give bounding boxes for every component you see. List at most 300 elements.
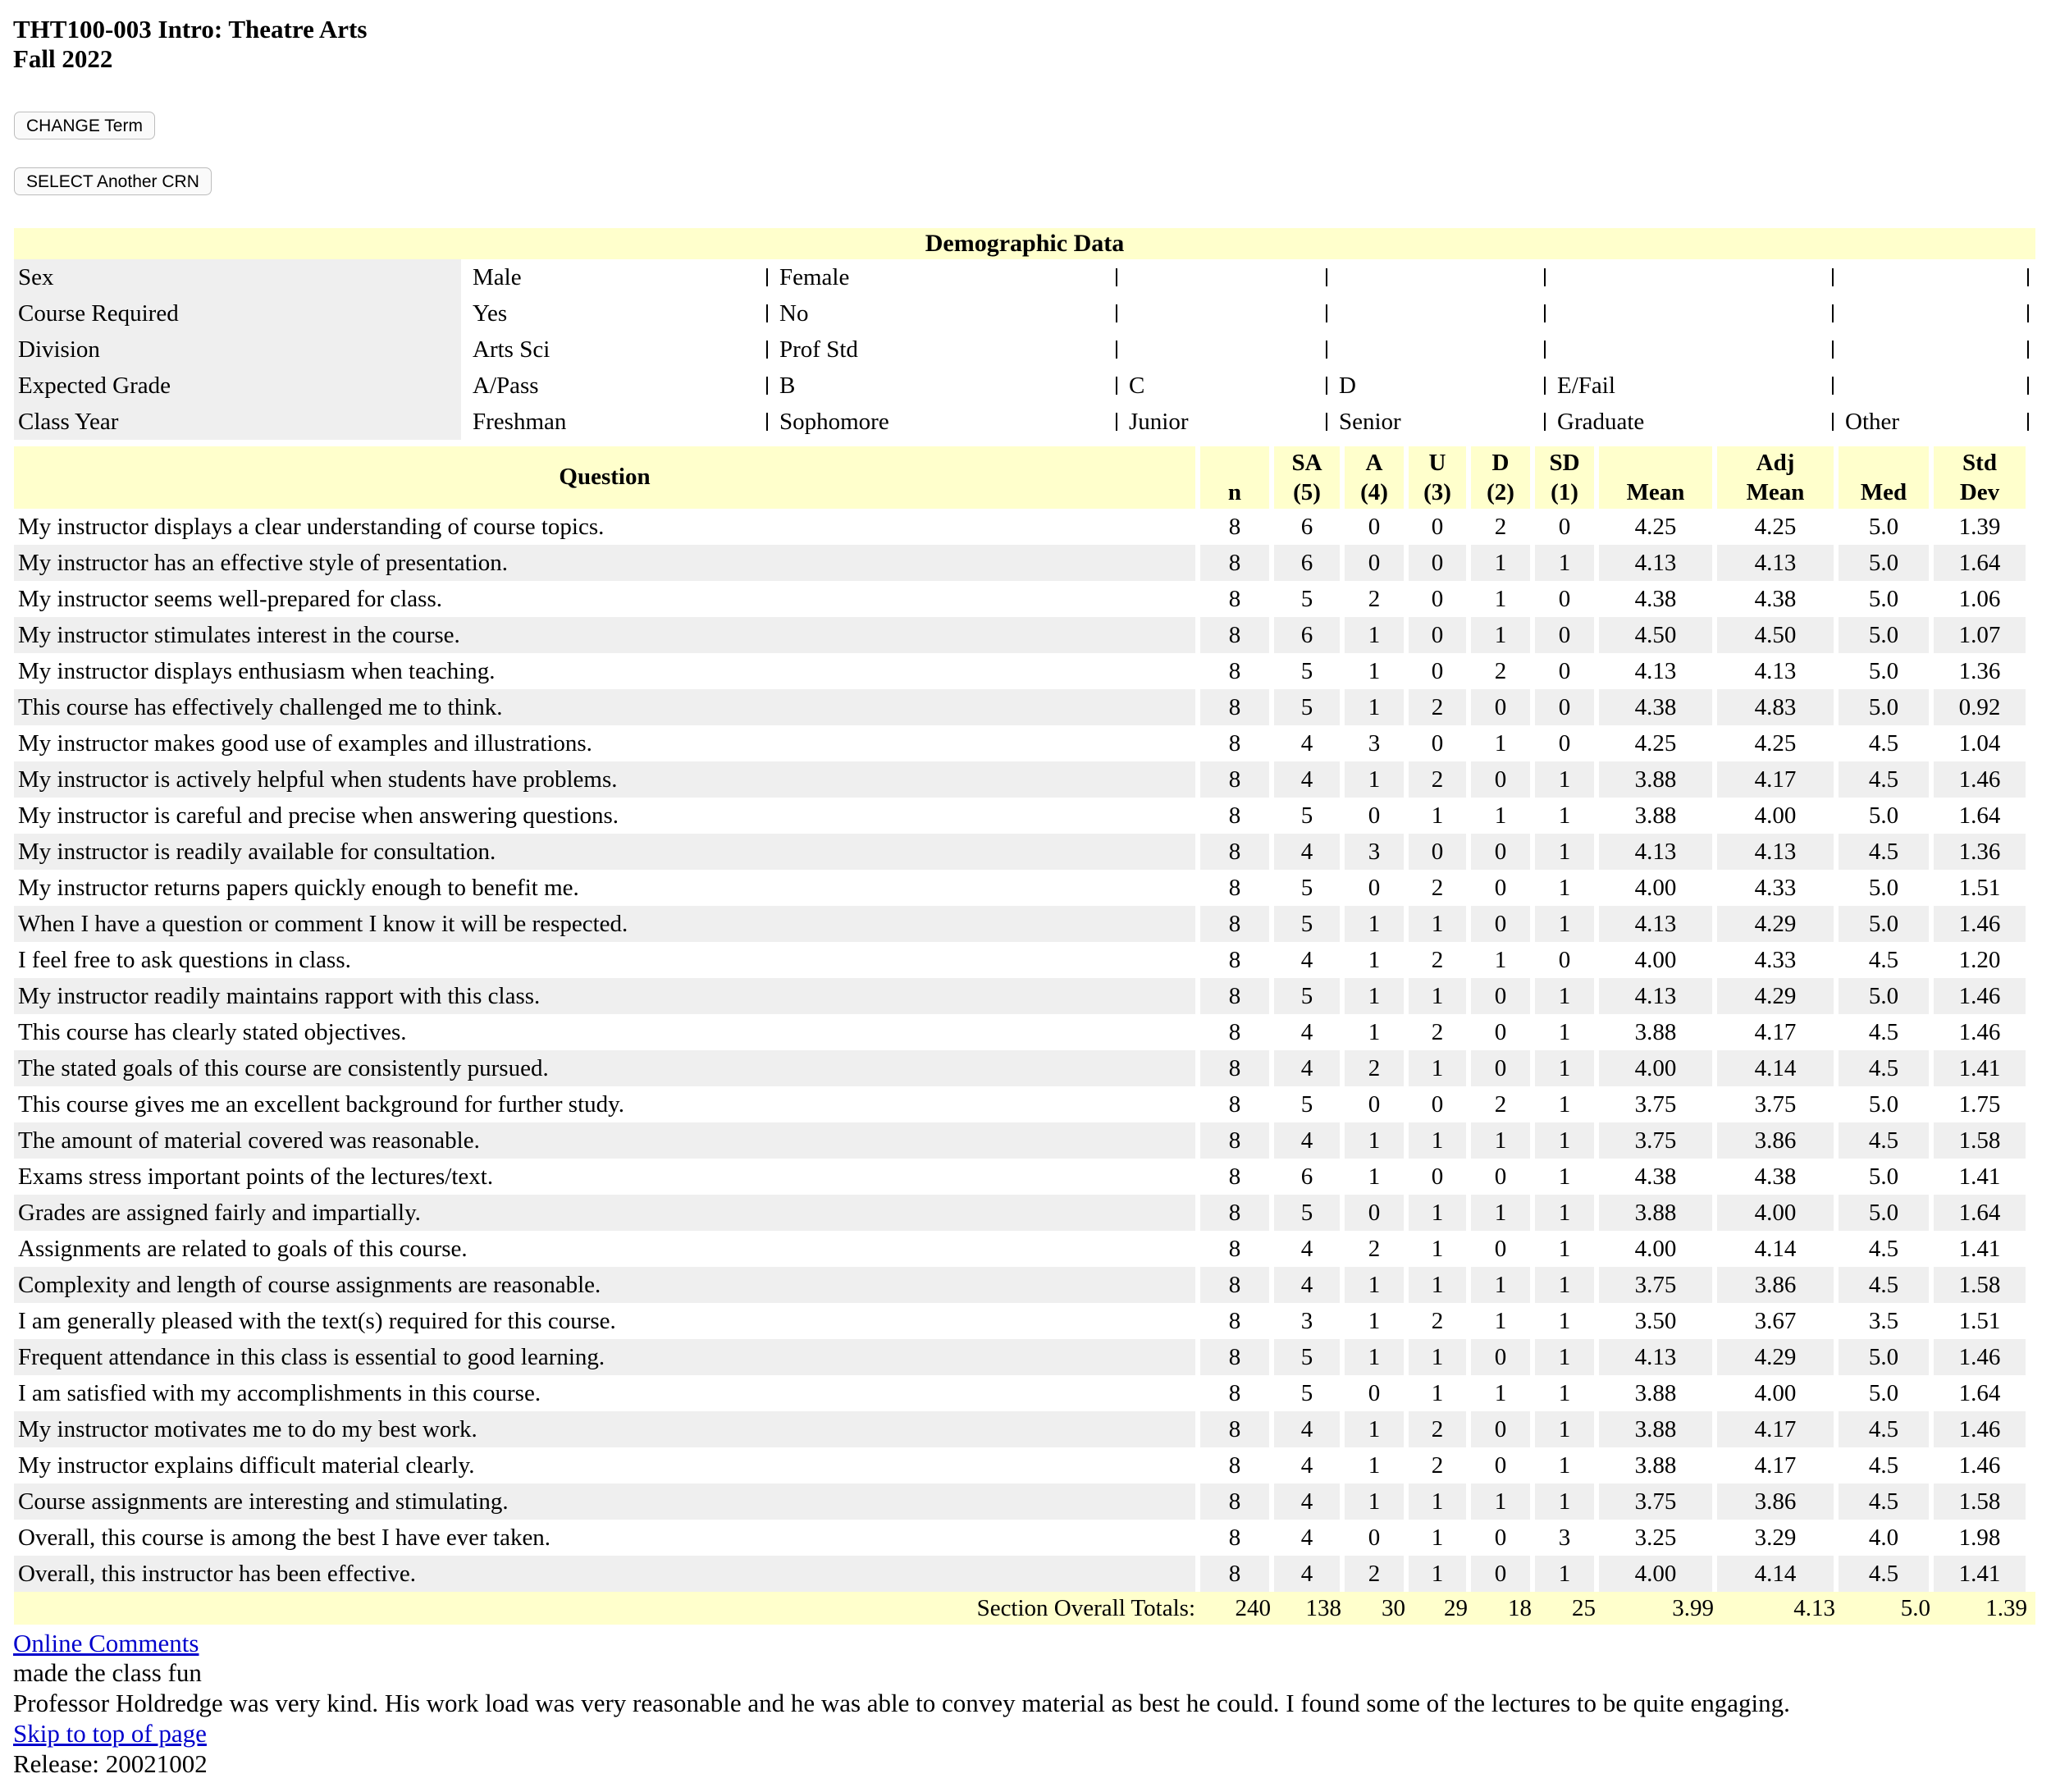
demographic-option: Prof Std bbox=[779, 336, 858, 363]
cell-sa: 4 bbox=[1300, 1452, 1313, 1479]
demographic-row bbox=[14, 368, 2035, 404]
question-table-header bbox=[14, 446, 2035, 509]
header-adj-mean-line: Adj bbox=[1756, 450, 1795, 476]
cell-question: My instructor motivates me to do my best work. bbox=[14, 1411, 1195, 1447]
cell-mean: 4.13 bbox=[1599, 1339, 1712, 1375]
cell-std-dev: 1.41 bbox=[1934, 1556, 2026, 1592]
cell-adj-mean: 4.38 bbox=[1754, 586, 1797, 612]
column-separator bbox=[1544, 413, 1546, 431]
cell-n: 8 bbox=[1228, 1452, 1241, 1479]
demographic-option: Senior bbox=[1339, 409, 1401, 435]
cell-question: My instructor is actively helpful when students have problems. bbox=[14, 761, 1195, 798]
cell-sa: 6 bbox=[1300, 1163, 1313, 1190]
cell-adj-mean: 4.29 bbox=[1717, 906, 1834, 942]
cell-d: 0 bbox=[1494, 1019, 1507, 1045]
term-label: Fall 2022 bbox=[13, 44, 113, 73]
question-row bbox=[14, 1520, 2035, 1556]
cell-mean: 4.38 bbox=[1634, 586, 1677, 612]
cell-d: 0 bbox=[1471, 689, 1530, 725]
demographic-option: Freshman bbox=[473, 409, 567, 435]
cell-d: 1 bbox=[1494, 730, 1507, 757]
demographic-option bbox=[1334, 295, 1552, 331]
cell-n: 8 bbox=[1200, 545, 1269, 581]
cell-u: 1 bbox=[1409, 1195, 1466, 1231]
total-d: 18 bbox=[1508, 1595, 1532, 1621]
cell-n: 8 bbox=[1200, 617, 1269, 653]
cell-a: 1 bbox=[1345, 1122, 1404, 1159]
cell-sd: 1 bbox=[1535, 545, 1594, 581]
cell-sd: 1 bbox=[1535, 1195, 1594, 1231]
header-adj-mean bbox=[1717, 446, 1834, 509]
cell-std-dev: 1.36 bbox=[1934, 834, 2026, 870]
cell-sa: 4 bbox=[1274, 1411, 1340, 1447]
cell-med: 5.0 bbox=[1868, 802, 1899, 829]
cell-sd: 1 bbox=[1535, 1556, 1594, 1592]
cell-med: 4.5 bbox=[1839, 1122, 1929, 1159]
cell-std-dev: 1.58 bbox=[1934, 1483, 2026, 1520]
cell-adj-mean: 4.17 bbox=[1717, 1411, 1834, 1447]
question-row bbox=[14, 1375, 2035, 1411]
skip-to-top-link[interactable]: Skip to top of page bbox=[13, 1719, 207, 1748]
header-d-line: D bbox=[1491, 450, 1510, 476]
header-adj-mean-line: Mean bbox=[1746, 479, 1805, 505]
cell-question: I am satisfied with my accomplishments in this course. bbox=[18, 1380, 541, 1406]
cell-a: 0 bbox=[1368, 875, 1381, 901]
cell-med: 5.0 bbox=[1839, 978, 1929, 1014]
demographic-option: Junior bbox=[1129, 409, 1189, 435]
cell-n: 8 bbox=[1228, 658, 1241, 684]
cell-sa: 4 bbox=[1300, 947, 1313, 973]
question-row bbox=[14, 725, 2035, 761]
column-separator bbox=[766, 304, 768, 322]
cell-mean: 4.13 bbox=[1599, 545, 1712, 581]
cell-question: This course gives me an excellent background for further study. bbox=[18, 1091, 624, 1118]
cell-question: I feel free to ask questions in class. bbox=[18, 947, 351, 973]
cell-a: 1 bbox=[1368, 1163, 1381, 1190]
select-crn-button[interactable]: SELECT Another CRN bbox=[14, 167, 212, 195]
cell-d: 0 bbox=[1494, 1452, 1507, 1479]
cell-a: 2 bbox=[1345, 1556, 1404, 1592]
cell-sa: 5 bbox=[1274, 978, 1340, 1014]
question-row bbox=[14, 1447, 2035, 1483]
question-row bbox=[14, 1231, 2035, 1267]
cell-std-dev: 1.41 bbox=[1958, 1163, 2001, 1190]
cell-adj-mean: 4.14 bbox=[1717, 1050, 1834, 1086]
cell-u: 1 bbox=[1409, 1050, 1466, 1086]
cell-mean: 4.00 bbox=[1634, 875, 1677, 901]
cell-question: Course assignments are interesting and stimulating. bbox=[14, 1483, 1195, 1520]
cell-n: 8 bbox=[1200, 1050, 1269, 1086]
cell-u: 2 bbox=[1431, 875, 1444, 901]
cell-sa: 6 bbox=[1300, 514, 1313, 540]
cell-mean: 3.88 bbox=[1634, 1019, 1677, 1045]
cell-sa: 5 bbox=[1300, 1380, 1313, 1406]
cell-std-dev: 1.07 bbox=[1934, 617, 2026, 653]
cell-question: Assignments are related to goals of this course. bbox=[18, 1236, 468, 1262]
demographic-option bbox=[1124, 331, 1334, 368]
cell-u: 0 bbox=[1409, 545, 1466, 581]
cell-a: 1 bbox=[1345, 978, 1404, 1014]
cell-u: 1 bbox=[1431, 802, 1444, 829]
cell-sa: 4 bbox=[1300, 730, 1313, 757]
demographic-option: Female bbox=[779, 264, 850, 290]
cell-d: 1 bbox=[1494, 1308, 1507, 1334]
cell-med: 5.0 bbox=[1868, 586, 1899, 612]
cell-d: 0 bbox=[1471, 1411, 1530, 1447]
demographic-option: Male bbox=[473, 264, 522, 290]
cell-std-dev: 1.20 bbox=[1958, 947, 2001, 973]
cell-d: 0 bbox=[1471, 1339, 1530, 1375]
column-separator bbox=[2027, 341, 2029, 359]
cell-sa: 4 bbox=[1274, 834, 1340, 870]
cell-sd: 0 bbox=[1535, 689, 1594, 725]
cell-a: 2 bbox=[1345, 1050, 1404, 1086]
cell-n: 8 bbox=[1228, 1525, 1241, 1551]
question-row bbox=[14, 978, 2035, 1014]
cell-sa: 6 bbox=[1274, 545, 1340, 581]
cell-med: 4.5 bbox=[1839, 1267, 1929, 1303]
cell-u: 1 bbox=[1409, 1267, 1466, 1303]
cell-mean: 4.00 bbox=[1599, 1556, 1712, 1592]
cell-a: 1 bbox=[1345, 689, 1404, 725]
cell-a: 1 bbox=[1345, 761, 1404, 798]
demographic-option: Graduate bbox=[1557, 409, 1645, 435]
cell-question: I am generally pleased with the text(s) required for this course. bbox=[18, 1308, 616, 1334]
cell-d: 2 bbox=[1494, 658, 1507, 684]
header-sd-line: (1) bbox=[1551, 479, 1578, 505]
cell-u: 0 bbox=[1431, 658, 1444, 684]
column-separator bbox=[766, 341, 768, 359]
cell-a: 0 bbox=[1345, 1195, 1404, 1231]
cell-sd: 1 bbox=[1558, 1091, 1571, 1118]
cell-a: 1 bbox=[1345, 1267, 1404, 1303]
cell-question: My instructor has an effective style of presentation. bbox=[14, 545, 1195, 581]
cell-std-dev: 1.64 bbox=[1958, 1380, 2001, 1406]
cell-med: 5.0 bbox=[1868, 658, 1899, 684]
cell-question: Frequent attendance in this class is essential to good learning. bbox=[14, 1339, 1195, 1375]
column-separator bbox=[2027, 377, 2029, 395]
cell-a: 0 bbox=[1368, 1091, 1381, 1118]
cell-sd: 1 bbox=[1558, 1163, 1571, 1190]
cell-d: 1 bbox=[1471, 545, 1530, 581]
cell-std-dev: 1.51 bbox=[1958, 1308, 2001, 1334]
header-sd bbox=[1535, 446, 1594, 509]
cell-med: 5.0 bbox=[1839, 1195, 1929, 1231]
cell-adj-mean: 4.13 bbox=[1754, 658, 1797, 684]
question-row bbox=[14, 509, 2035, 545]
cell-adj-mean: 4.25 bbox=[1754, 514, 1797, 540]
column-separator bbox=[766, 413, 768, 431]
cell-n: 8 bbox=[1200, 834, 1269, 870]
cell-sa: 4 bbox=[1274, 1267, 1340, 1303]
demographic-label: Course Required bbox=[14, 295, 461, 331]
question-row bbox=[14, 1050, 2035, 1086]
online-comments-link[interactable]: Online Comments bbox=[13, 1629, 199, 1657]
cell-med: 5.0 bbox=[1868, 1380, 1899, 1406]
column-separator bbox=[1544, 268, 1546, 286]
cell-med: 5.0 bbox=[1868, 1091, 1899, 1118]
total-u: 29 bbox=[1444, 1595, 1468, 1621]
column-separator bbox=[1116, 413, 1117, 431]
cell-question: This course has effectively challenged me to think. bbox=[14, 689, 1195, 725]
cell-std-dev: 1.46 bbox=[1934, 906, 2026, 942]
demographic-label: Sex bbox=[14, 259, 461, 295]
question-row bbox=[14, 870, 2035, 906]
cell-u: 0 bbox=[1409, 617, 1466, 653]
question-row bbox=[14, 942, 2035, 978]
cell-mean: 4.13 bbox=[1599, 906, 1712, 942]
cell-adj-mean: 4.00 bbox=[1754, 1380, 1797, 1406]
column-separator bbox=[1116, 341, 1117, 359]
cell-sa: 4 bbox=[1300, 1236, 1313, 1262]
cell-med: 4.5 bbox=[1839, 1483, 1929, 1520]
cell-n: 8 bbox=[1200, 906, 1269, 942]
cell-n: 8 bbox=[1228, 586, 1241, 612]
cell-adj-mean: 4.29 bbox=[1717, 1339, 1834, 1375]
cell-a: 0 bbox=[1368, 802, 1381, 829]
cell-sd: 1 bbox=[1535, 834, 1594, 870]
cell-adj-mean: 4.38 bbox=[1754, 1163, 1797, 1190]
column-separator bbox=[766, 268, 768, 286]
cell-question: My instructor displays a clear understanding of course topics. bbox=[18, 514, 605, 540]
totals-label: Section Overall Totals: bbox=[976, 1595, 1195, 1621]
cell-mean: 4.50 bbox=[1599, 617, 1712, 653]
demographic-option bbox=[1840, 259, 2035, 295]
cell-n: 8 bbox=[1228, 1163, 1241, 1190]
cell-mean: 3.75 bbox=[1599, 1267, 1712, 1303]
demographic-label: Division bbox=[14, 331, 461, 368]
column-separator bbox=[1544, 304, 1546, 322]
cell-adj-mean: 4.33 bbox=[1754, 947, 1797, 973]
header-sa bbox=[1274, 446, 1340, 509]
cell-d: 1 bbox=[1494, 1380, 1507, 1406]
cell-u: 1 bbox=[1409, 1556, 1466, 1592]
cell-question: Overall, this course is among the best I have ever taken. bbox=[18, 1525, 551, 1551]
column-separator bbox=[1116, 377, 1117, 395]
demographic-label: Expected Grade bbox=[14, 368, 461, 404]
cell-a: 0 bbox=[1368, 514, 1381, 540]
total-med: 5.0 bbox=[1900, 1595, 1930, 1621]
cell-adj-mean: 4.17 bbox=[1717, 761, 1834, 798]
cell-std-dev: 1.46 bbox=[1934, 978, 2026, 1014]
header-sd-line: SD bbox=[1549, 450, 1580, 476]
column-separator bbox=[1326, 413, 1327, 431]
cell-med: 5.0 bbox=[1839, 617, 1929, 653]
demographic-option bbox=[1552, 259, 1840, 295]
change-term-button[interactable]: CHANGE Term bbox=[14, 112, 155, 139]
cell-mean: 3.50 bbox=[1634, 1308, 1677, 1334]
cell-std-dev: 1.46 bbox=[1934, 761, 2026, 798]
header-a bbox=[1345, 446, 1404, 509]
column-separator bbox=[766, 377, 768, 395]
cell-question: This course has clearly stated objectives. bbox=[18, 1019, 407, 1045]
cell-sd: 1 bbox=[1535, 1267, 1594, 1303]
cell-mean: 3.88 bbox=[1634, 802, 1677, 829]
cell-med: 4.5 bbox=[1868, 1236, 1899, 1262]
header-med-label: Med bbox=[1860, 479, 1907, 505]
cell-d: 2 bbox=[1494, 514, 1507, 540]
cell-mean: 3.88 bbox=[1634, 1452, 1677, 1479]
cell-question: My instructor returns papers quickly enough to benefit me. bbox=[18, 875, 579, 901]
cell-d: 1 bbox=[1471, 1483, 1530, 1520]
cell-adj-mean: 4.50 bbox=[1717, 617, 1834, 653]
cell-med: 5.0 bbox=[1839, 906, 1929, 942]
cell-med: 4.5 bbox=[1839, 1411, 1929, 1447]
cell-adj-mean: 4.13 bbox=[1717, 834, 1834, 870]
cell-adj-mean: 4.33 bbox=[1754, 875, 1797, 901]
course-header bbox=[13, 15, 367, 74]
column-separator bbox=[2027, 413, 2029, 431]
cell-a: 1 bbox=[1345, 1483, 1404, 1520]
cell-u: 1 bbox=[1431, 1236, 1444, 1262]
cell-med: 4.5 bbox=[1868, 1019, 1899, 1045]
header-mean bbox=[1599, 446, 1712, 509]
cell-d: 0 bbox=[1471, 1556, 1530, 1592]
cell-med: 5.0 bbox=[1868, 875, 1899, 901]
question-row bbox=[14, 653, 2035, 689]
cell-n: 8 bbox=[1228, 875, 1241, 901]
header-u-line: (3) bbox=[1423, 479, 1451, 505]
cell-mean: 4.00 bbox=[1634, 1236, 1677, 1262]
cell-adj-mean: 3.29 bbox=[1754, 1525, 1797, 1551]
question-row bbox=[14, 761, 2035, 798]
demographic-option bbox=[1124, 295, 1334, 331]
cell-u: 0 bbox=[1431, 586, 1444, 612]
cell-question: My instructor explains difficult material clearly. bbox=[18, 1452, 475, 1479]
cell-n: 8 bbox=[1200, 1267, 1269, 1303]
cell-sd: 0 bbox=[1558, 514, 1571, 540]
cell-n: 8 bbox=[1200, 1556, 1269, 1592]
cell-mean: 4.38 bbox=[1599, 689, 1712, 725]
demographic-option bbox=[1124, 259, 1334, 295]
cell-med: 5.0 bbox=[1868, 1163, 1899, 1190]
demographic-title: Demographic Data bbox=[14, 228, 2035, 259]
cell-u: 1 bbox=[1431, 1380, 1444, 1406]
column-separator bbox=[1544, 377, 1546, 395]
cell-med: 5.0 bbox=[1839, 689, 1929, 725]
cell-n: 8 bbox=[1228, 1019, 1241, 1045]
cell-question: My instructor displays enthusiasm when teaching. bbox=[18, 658, 496, 684]
cell-sd: 0 bbox=[1535, 617, 1594, 653]
cell-d: 1 bbox=[1471, 1122, 1530, 1159]
demographic-label: Class Year bbox=[14, 404, 461, 440]
cell-sa: 6 bbox=[1274, 617, 1340, 653]
cell-question: My instructor seems well-prepared for class. bbox=[18, 586, 443, 612]
cell-question: When I have a question or comment I know it will be respected. bbox=[14, 906, 1195, 942]
question-row bbox=[14, 1411, 2035, 1447]
demographic-option bbox=[1840, 331, 2035, 368]
total-mean: 3.99 bbox=[1672, 1595, 1714, 1621]
cell-std-dev: 1.04 bbox=[1958, 730, 2001, 757]
header-med bbox=[1839, 446, 1929, 509]
cell-adj-mean: 3.67 bbox=[1754, 1308, 1797, 1334]
cell-med: 4.5 bbox=[1839, 834, 1929, 870]
question-row bbox=[14, 581, 2035, 617]
cell-sa: 4 bbox=[1274, 761, 1340, 798]
comment-item: made the class fun bbox=[13, 1658, 202, 1687]
cell-sa: 5 bbox=[1300, 1091, 1313, 1118]
cell-sa: 5 bbox=[1300, 658, 1313, 684]
cell-sd: 1 bbox=[1558, 1019, 1571, 1045]
cell-question: Complexity and length of course assignments are reasonable. bbox=[14, 1267, 1195, 1303]
cell-std-dev: 0.92 bbox=[1934, 689, 2026, 725]
cell-med: 4.5 bbox=[1839, 1556, 1929, 1592]
question-row bbox=[14, 617, 2035, 653]
question-row bbox=[14, 1195, 2035, 1231]
cell-a: 1 bbox=[1368, 1019, 1381, 1045]
cell-d: 0 bbox=[1471, 906, 1530, 942]
cell-sd: 1 bbox=[1535, 978, 1594, 1014]
cell-std-dev: 1.64 bbox=[1958, 802, 2001, 829]
cell-sd: 1 bbox=[1535, 1339, 1594, 1375]
total-a: 30 bbox=[1382, 1595, 1405, 1621]
cell-n: 8 bbox=[1228, 947, 1241, 973]
cell-mean: 4.00 bbox=[1634, 947, 1677, 973]
cell-u: 1 bbox=[1409, 1339, 1466, 1375]
cell-a: 1 bbox=[1368, 947, 1381, 973]
cell-adj-mean: 4.17 bbox=[1754, 1019, 1797, 1045]
header-mean-label: Mean bbox=[1626, 479, 1685, 505]
cell-sd: 3 bbox=[1558, 1525, 1571, 1551]
cell-adj-mean: 3.75 bbox=[1754, 1091, 1797, 1118]
cell-n: 8 bbox=[1200, 978, 1269, 1014]
total-n: 240 bbox=[1235, 1595, 1271, 1621]
cell-u: 2 bbox=[1409, 1411, 1466, 1447]
demographic-option bbox=[1334, 331, 1552, 368]
cell-adj-mean: 4.29 bbox=[1717, 978, 1834, 1014]
cell-std-dev: 1.98 bbox=[1958, 1525, 2001, 1551]
header-a-line: A bbox=[1365, 450, 1383, 476]
cell-n: 8 bbox=[1200, 1195, 1269, 1231]
cell-std-dev: 1.41 bbox=[1958, 1236, 2001, 1262]
column-separator bbox=[1832, 341, 1834, 359]
cell-adj-mean: 4.17 bbox=[1754, 1452, 1797, 1479]
header-u bbox=[1409, 446, 1466, 509]
header-question bbox=[14, 446, 1195, 509]
cell-mean: 3.25 bbox=[1634, 1525, 1677, 1551]
cell-question: My instructor makes good use of examples and illustrations. bbox=[18, 730, 592, 757]
column-separator bbox=[1326, 304, 1327, 322]
column-separator bbox=[2027, 304, 2029, 322]
cell-std-dev: 1.64 bbox=[1934, 545, 2026, 581]
demographic-option bbox=[1334, 259, 1552, 295]
cell-d: 0 bbox=[1471, 761, 1530, 798]
cell-u: 1 bbox=[1431, 1525, 1444, 1551]
cell-std-dev: 1.51 bbox=[1958, 875, 2001, 901]
cell-d: 2 bbox=[1494, 1091, 1507, 1118]
question-table bbox=[14, 446, 2035, 1625]
cell-mean: 4.38 bbox=[1634, 1163, 1677, 1190]
cell-d: 1 bbox=[1471, 617, 1530, 653]
cell-med: 4.5 bbox=[1839, 761, 1929, 798]
cell-std-dev: 1.41 bbox=[1934, 1050, 2026, 1086]
cell-sd: 0 bbox=[1558, 947, 1571, 973]
cell-adj-mean: 4.00 bbox=[1754, 802, 1797, 829]
cell-n: 8 bbox=[1200, 1339, 1269, 1375]
header-std-dev-line: Std bbox=[1962, 450, 1997, 476]
cell-a: 2 bbox=[1368, 1236, 1381, 1262]
cell-sa: 5 bbox=[1300, 586, 1313, 612]
cell-d: 1 bbox=[1494, 802, 1507, 829]
cell-d: 0 bbox=[1471, 1050, 1530, 1086]
cell-sd: 1 bbox=[1535, 906, 1594, 942]
cell-n: 8 bbox=[1200, 1483, 1269, 1520]
cell-question: Grades are assigned fairly and impartially. bbox=[14, 1195, 1195, 1231]
question-row bbox=[14, 1556, 2035, 1592]
question-row bbox=[14, 1303, 2035, 1339]
cell-adj-mean: 3.86 bbox=[1717, 1483, 1834, 1520]
cell-a: 0 bbox=[1368, 1380, 1381, 1406]
